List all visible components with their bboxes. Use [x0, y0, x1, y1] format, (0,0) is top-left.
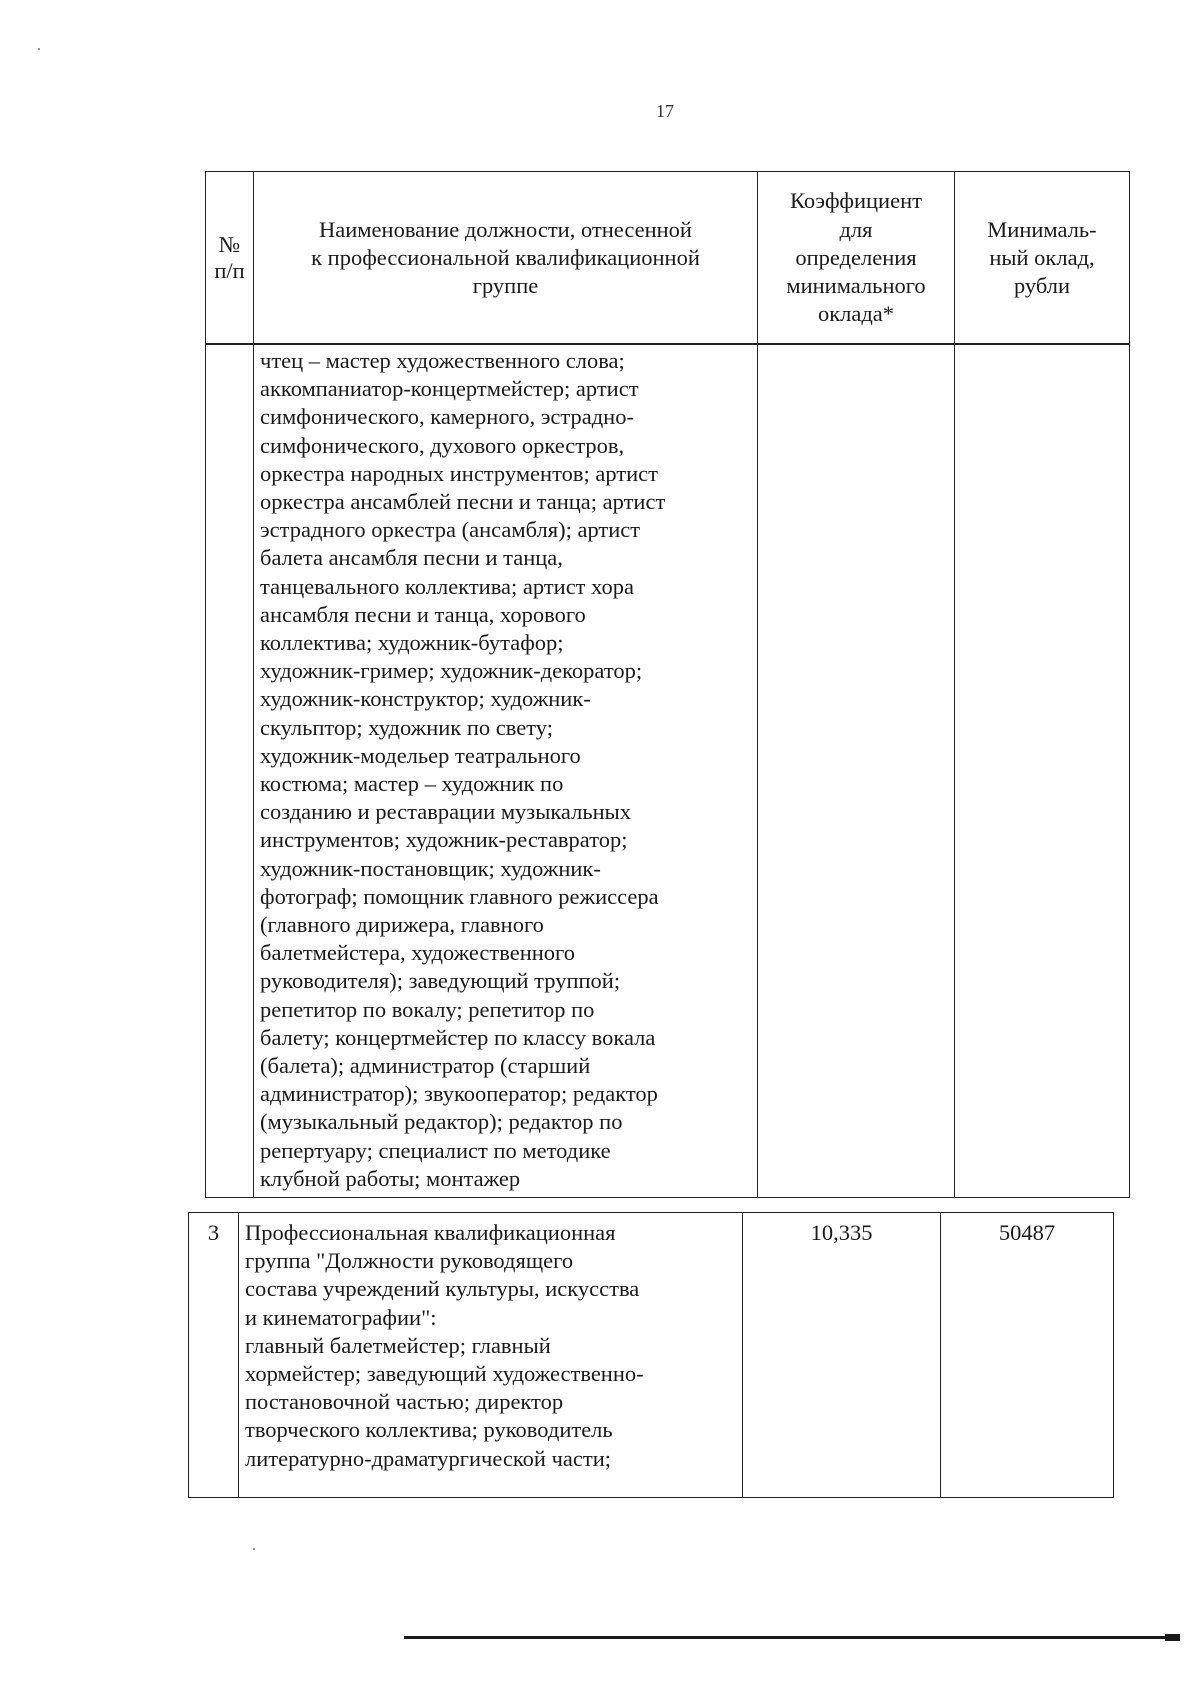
- header-num-cell: [206, 172, 254, 345]
- row-coefficient-cell: [758, 344, 955, 1198]
- group-num: 3: [189, 1213, 239, 1498]
- table-header: [205, 171, 1130, 345]
- group-coefficient: 10,335: [743, 1213, 941, 1498]
- header-coefficient: Коэффициент для определения минимального оклада*: [786, 188, 926, 327]
- scan-speck: [253, 1548, 255, 1550]
- scan-speck: [38, 48, 40, 50]
- bottom-rule-end: [1165, 1634, 1180, 1641]
- header-position-name: Наименование должности, отнесенной к профессиональной квалификационной группе: [311, 216, 700, 299]
- bottom-rule: [404, 1636, 1180, 1639]
- header-coefficient-cell: [758, 172, 955, 345]
- header-num: № п/п: [214, 232, 245, 283]
- group-min-salary: 50487: [941, 1213, 1114, 1498]
- group-position-list: Профессиональная квалификационная группа "Должности руководящего состава учреждений культуры, искусства и кинематографии": главный балетмейстер; главный хормейстер; заведующий художественно- постановочной частью; директор творческого коллектива; руководитель литературно-драматургической части;: [245, 1220, 644, 1471]
- row-salary-cell: [955, 344, 1130, 1198]
- table-row: [206, 344, 1130, 1198]
- group-name-cell: [239, 1213, 743, 1498]
- header-min-salary: Минималь- ный оклад, рубли: [987, 216, 1097, 299]
- table-continuation: [205, 343, 1130, 1198]
- header-row: [206, 172, 1130, 345]
- page-number: 17: [656, 101, 674, 121]
- position-list: чтец – мастер художественного слова; аккомпаниатор-концертмейстер; артист симфонического, камерного, эстрадно- симфонического, духового оркестров, оркестра народных инструментов; артист оркестра ансамблей песни и танца; артист эстрадного оркестра (ансамбля); артист балета ансамбля песни и танца, танцевального коллектива; артист хора ансамбля песни и танца, хорового коллектива; художник-бутафор; художник-гример; художник-декоратор; художник-конструктор; художник- скульптор; художник по свету; художник-модельер театрального костюма; мастер – художник по созданию и реставрации музыкальных инструментов; художник-реставратор; художник-постановщик; художник- фотограф; помощник главного режиссера (главного дирижера, главного балетмейстера, художественного руководителя); заведующий труппой; репетитор по вокалу; репетитор по балету; концертмейстер по классу вокала (балета); администратор (старший администратор); звукооператор; редактор (музыкальный редактор); редактор по репертуару; специалист по методике клубной работы; монтажер: [260, 348, 666, 1191]
- table-group-3: [188, 1212, 1114, 1498]
- row-num-cell: [206, 344, 254, 1198]
- table-row: [189, 1213, 1114, 1498]
- header-salary-cell: [955, 172, 1130, 345]
- header-name-cell: [254, 172, 758, 345]
- row-position-list-cell: [254, 344, 758, 1198]
